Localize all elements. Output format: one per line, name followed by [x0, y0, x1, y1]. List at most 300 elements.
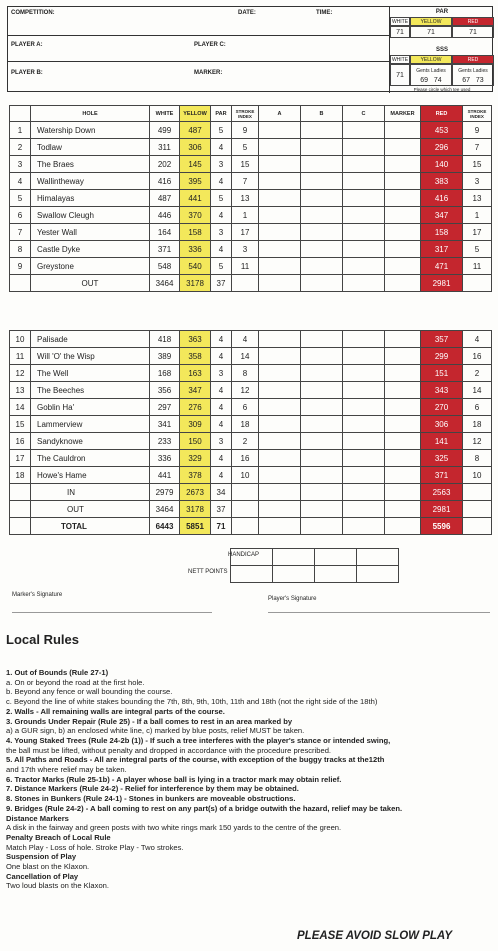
rule-line: 1. Out of Bounds (Rule 27-1)	[6, 668, 109, 677]
yellow-yardage: 487	[180, 122, 211, 139]
red-stroke-index: 1	[463, 207, 492, 224]
white-yardage: 446	[150, 207, 180, 224]
score-a[interactable]	[259, 122, 301, 139]
hole-number: 3	[10, 156, 31, 173]
red-stroke-index: 12	[463, 433, 492, 450]
yellow-yardage: 276	[180, 399, 211, 416]
yellow-yardage: 378	[180, 467, 211, 484]
score-marker[interactable]	[385, 467, 421, 484]
score-a[interactable]	[259, 241, 301, 258]
out2-a[interactable]	[259, 501, 301, 518]
stroke-index: 6	[232, 399, 259, 416]
score-b[interactable]	[301, 224, 343, 241]
score-marker[interactable]	[385, 365, 421, 382]
hole-number: 12	[10, 365, 31, 382]
rule-line: 7. Distance Markers (Rule 24-2) - Relief for interference by them may be obtained.	[6, 784, 299, 794]
score-c[interactable]	[343, 399, 385, 416]
stroke-index: 4	[232, 331, 259, 348]
hole-row	[10, 241, 492, 258]
stroke-index: 8	[232, 365, 259, 382]
hole-name: The Braes	[31, 156, 150, 173]
red-yardage: 453	[421, 122, 463, 139]
red-stroke-index: 2	[463, 365, 492, 382]
hole-number: 7	[10, 224, 31, 241]
score-b[interactable]	[301, 258, 343, 275]
white-yardage: 164	[150, 224, 180, 241]
score-b[interactable]	[301, 331, 343, 348]
score-marker[interactable]	[385, 433, 421, 450]
nett-label: NETT POINTS	[188, 569, 228, 575]
total-red: 5596	[421, 518, 463, 535]
yellow-yardage: 163	[180, 365, 211, 382]
score-a[interactable]	[259, 399, 301, 416]
red-stroke-index: 10	[463, 467, 492, 484]
rule-line: One blast on the Klaxon.	[6, 862, 90, 871]
hole-row	[10, 122, 492, 139]
score-b[interactable]	[301, 348, 343, 365]
score-a[interactable]	[259, 450, 301, 467]
markers-signature-label: Marker's Signature	[12, 592, 63, 598]
score-marker[interactable]	[385, 156, 421, 173]
hole-name: Himalayas	[31, 190, 150, 207]
red-yardage: 317	[421, 241, 463, 258]
red-yardage: 158	[421, 224, 463, 241]
score-b[interactable]	[301, 365, 343, 382]
out2-par: 37	[211, 501, 232, 518]
score-b[interactable]	[301, 139, 343, 156]
in-row	[10, 484, 492, 501]
score-c[interactable]	[343, 450, 385, 467]
white-yardage: 168	[150, 365, 180, 382]
red-stroke-index: 9	[463, 122, 492, 139]
in-c[interactable]	[343, 484, 385, 501]
hole-number: 2	[10, 139, 31, 156]
score-a[interactable]	[259, 348, 301, 365]
score-b[interactable]	[301, 416, 343, 433]
score-b[interactable]	[301, 450, 343, 467]
yellow-yardage: 336	[180, 241, 211, 258]
white-yardage: 297	[150, 399, 180, 416]
score-c[interactable]	[343, 122, 385, 139]
score-c[interactable]	[343, 348, 385, 365]
white-yardage: 499	[150, 122, 180, 139]
score-c[interactable]	[343, 224, 385, 241]
players-signature-label: Player's Signature	[268, 596, 317, 602]
score-a[interactable]	[259, 416, 301, 433]
out2-row	[10, 501, 492, 518]
score-marker[interactable]	[385, 399, 421, 416]
score-a[interactable]	[259, 224, 301, 241]
hole-par: 4	[211, 241, 232, 258]
total-label: TOTAL	[31, 518, 150, 535]
red-yardage: 416	[421, 190, 463, 207]
score-marker[interactable]	[385, 207, 421, 224]
red-yardage: 140	[421, 156, 463, 173]
hole-row	[10, 433, 492, 450]
out-b[interactable]	[301, 275, 343, 292]
white-yardage: 202	[150, 156, 180, 173]
out-red: 2981	[421, 275, 463, 292]
hole-name: The Well	[31, 365, 150, 382]
score-b[interactable]	[301, 382, 343, 399]
sss-yellow-gents-ladies: Gents Ladies	[416, 67, 446, 74]
hole-row	[10, 156, 492, 173]
hole-number: 1	[10, 122, 31, 139]
score-marker[interactable]	[385, 450, 421, 467]
stroke-index: 11	[232, 258, 259, 275]
red-stroke-index: 16	[463, 348, 492, 365]
hole-row	[10, 450, 492, 467]
stroke-index: 9	[232, 122, 259, 139]
rule-line: b. Beyond any fence or wall bounding the course.	[6, 687, 173, 697]
stroke-index: 5	[232, 139, 259, 156]
score-marker[interactable]	[385, 224, 421, 241]
col-a: A	[259, 106, 301, 122]
slow-play-notice: PLEASE AVOID SLOW PLAY	[297, 930, 453, 942]
score-c[interactable]	[343, 190, 385, 207]
hole-number: 9	[10, 258, 31, 275]
hole-par: 3	[211, 365, 232, 382]
score-a[interactable]	[259, 139, 301, 156]
red-stroke-index: 6	[463, 399, 492, 416]
score-marker[interactable]	[385, 348, 421, 365]
stroke-index: 10	[232, 467, 259, 484]
hole-par: 5	[211, 258, 232, 275]
red-yardage: 325	[421, 450, 463, 467]
handicap-c[interactable]	[315, 549, 357, 566]
red-yardage: 383	[421, 173, 463, 190]
hole-par: 4	[211, 207, 232, 224]
red-yardage: 296	[421, 139, 463, 156]
sss-red-box	[452, 64, 494, 86]
score-c[interactable]	[343, 241, 385, 258]
hole-name: Castle Dyke	[31, 241, 150, 258]
in-label: IN	[31, 484, 150, 501]
red-stroke-index: 17	[463, 224, 492, 241]
sss-red-gents-ladies: Gents Ladies	[458, 67, 488, 74]
score-a[interactable]	[259, 433, 301, 450]
out-label: OUT	[31, 275, 150, 292]
score-a[interactable]	[259, 156, 301, 173]
par-yellow-value: 71	[410, 26, 452, 38]
hole-row	[10, 258, 492, 275]
hole-row	[10, 382, 492, 399]
hole-name: Wallintheway	[31, 173, 150, 190]
hole-name: The Beeches	[31, 382, 150, 399]
rule-line: Penalty Breach of Local Rule	[6, 832, 111, 842]
hole-number: 13	[10, 382, 31, 399]
front-nine-table	[9, 105, 492, 292]
col-marker: MARKER	[385, 106, 421, 122]
front-nine-body	[10, 122, 492, 275]
score-b[interactable]	[301, 190, 343, 207]
rule-line: 3. Grounds Under Repair (Rule 25) - If a ball comes to rest in an area marked by	[6, 716, 293, 726]
score-c[interactable]	[343, 433, 385, 450]
hole-number: 4	[10, 173, 31, 190]
stroke-index: 17	[232, 224, 259, 241]
par-col-red: RED	[452, 17, 494, 26]
hole-name: Yester Wall	[31, 224, 150, 241]
score-c[interactable]	[343, 173, 385, 190]
stroke-index: 15	[232, 156, 259, 173]
hole-name: Palisade	[31, 331, 150, 348]
red-stroke-index: 4	[463, 331, 492, 348]
hole-par: 5	[211, 190, 232, 207]
out-a[interactable]	[259, 275, 301, 292]
hole-row	[10, 348, 492, 365]
hole-number: 18	[10, 467, 31, 484]
front-out-row	[10, 275, 492, 292]
nett-c[interactable]	[315, 566, 357, 583]
total-yellow: 5851	[180, 518, 211, 535]
sss-col-yellow: YELLOW	[410, 55, 452, 64]
hole-row	[10, 467, 492, 484]
rule-line: 5. All Paths and Roads - All are integral parts of the course, with exception of the buggy tracks at the12th	[6, 755, 385, 765]
nett-b[interactable]	[273, 566, 315, 583]
score-a[interactable]	[259, 331, 301, 348]
white-yardage: 356	[150, 382, 180, 399]
total-marker[interactable]	[385, 518, 421, 535]
players-signature-line[interactable]	[268, 612, 490, 613]
par-col-yellow: YELLOW	[410, 17, 452, 26]
sss-yellow-box	[410, 64, 452, 86]
stroke-index: 16	[232, 450, 259, 467]
hole-number: 14	[10, 399, 31, 416]
player-b-label: PLAYER B:	[11, 70, 43, 76]
sss-label: SSS	[435, 47, 448, 53]
hole-name: The Cauldron	[31, 450, 150, 467]
yellow-yardage: 370	[180, 207, 211, 224]
hole-number: 11	[10, 348, 31, 365]
red-yardage: 357	[421, 331, 463, 348]
hole-number: 17	[10, 450, 31, 467]
in-a[interactable]	[259, 484, 301, 501]
yellow-yardage: 309	[180, 416, 211, 433]
red-stroke-index: 3	[463, 173, 492, 190]
score-a[interactable]	[259, 173, 301, 190]
out2-label: OUT	[31, 501, 150, 518]
score-b[interactable]	[301, 241, 343, 258]
red-yardage: 270	[421, 399, 463, 416]
player-a-label: PLAYER A:	[11, 42, 43, 48]
rule-line: and 17th where relief may be taken.	[6, 765, 127, 774]
handicap-marker[interactable]	[357, 549, 399, 566]
score-c[interactable]	[343, 156, 385, 173]
white-yardage: 389	[150, 348, 180, 365]
score-c[interactable]	[343, 139, 385, 156]
red-yardage: 151	[421, 365, 463, 382]
score-marker[interactable]	[385, 416, 421, 433]
hole-name: Goblin Ha'	[31, 399, 150, 416]
score-a[interactable]	[259, 190, 301, 207]
score-c[interactable]	[343, 258, 385, 275]
score-a[interactable]	[259, 207, 301, 224]
score-c[interactable]	[343, 331, 385, 348]
score-a[interactable]	[259, 365, 301, 382]
hole-par: 5	[211, 122, 232, 139]
red-stroke-index: 8	[463, 450, 492, 467]
score-marker[interactable]	[385, 122, 421, 139]
col-hole: HOLE	[31, 106, 150, 122]
white-yardage: 487	[150, 190, 180, 207]
hole-number: 16	[10, 433, 31, 450]
stroke-index: 13	[232, 190, 259, 207]
rule-line: a. On or beyond the road at the first hole.	[6, 677, 145, 687]
hole-number: 5	[10, 190, 31, 207]
white-yardage: 341	[150, 416, 180, 433]
rule-line: c. Beyond the line of white stakes bounding the 7th, 8th, 9th, 10th, 11th and 18th (not the right side of the 18th)	[6, 697, 378, 707]
hole-name: Swallow Cleugh	[31, 207, 150, 224]
total-a[interactable]	[259, 518, 301, 535]
red-yardage: 306	[421, 416, 463, 433]
hole-row	[10, 399, 492, 416]
score-b[interactable]	[301, 433, 343, 450]
hole-par: 4	[211, 416, 232, 433]
white-yardage: 418	[150, 331, 180, 348]
yellow-yardage: 540	[180, 258, 211, 275]
yellow-yardage: 395	[180, 173, 211, 190]
col-b: B	[301, 106, 343, 122]
in-yellow: 2673	[180, 484, 211, 501]
white-yardage: 233	[150, 433, 180, 450]
hole-number: 8	[10, 241, 31, 258]
out-marker[interactable]	[385, 275, 421, 292]
red-yardage: 347	[421, 207, 463, 224]
rule-line: a) a GUR sign, b) an enclosed white line, c) marked by blue posts, relief MUST be taken.	[6, 726, 305, 736]
nett-row	[231, 566, 399, 583]
yellow-yardage: 145	[180, 156, 211, 173]
stroke-index: 2	[232, 433, 259, 450]
score-a[interactable]	[259, 382, 301, 399]
sss-yellow-values: 69 74	[420, 76, 442, 84]
score-marker[interactable]	[385, 331, 421, 348]
red-yardage: 299	[421, 348, 463, 365]
total-c[interactable]	[343, 518, 385, 535]
col-yellow: YELLOW	[180, 106, 211, 122]
col-red: RED	[421, 106, 463, 122]
stroke-index: 3	[232, 241, 259, 258]
score-marker[interactable]	[385, 382, 421, 399]
score-marker[interactable]	[385, 258, 421, 275]
total-par: 71	[211, 518, 232, 535]
hole-par: 4	[211, 467, 232, 484]
par-col-white: WHITE	[391, 18, 409, 25]
col-white: WHITE	[150, 106, 180, 122]
rule-line: 2. Walls - All remaining walls are integral parts of the course.	[6, 706, 225, 716]
hole-name: Todlaw	[31, 139, 150, 156]
hole-row	[10, 224, 492, 241]
col-c: C	[343, 106, 385, 122]
total-b[interactable]	[301, 518, 343, 535]
hole-par: 4	[211, 348, 232, 365]
rule-line: 4. Young Staked Trees (Rule 24-2b (1)) - If such a tree interferes with the player's stance or intended swing,	[6, 735, 391, 745]
rule-line: the ball must be lifted, without penalty and dropped in accordance with the procedure prescribed.	[6, 745, 332, 755]
out2-marker[interactable]	[385, 501, 421, 518]
score-c[interactable]	[343, 467, 385, 484]
col-red-stroke-index: STROKE INDEX	[463, 106, 492, 122]
total-white: 6443	[150, 518, 180, 535]
score-b[interactable]	[301, 207, 343, 224]
score-b[interactable]	[301, 156, 343, 173]
hole-row	[10, 173, 492, 190]
hole-number: 10	[10, 331, 31, 348]
score-c[interactable]	[343, 207, 385, 224]
yellow-yardage: 329	[180, 450, 211, 467]
rule-line: Match Play - Loss of hole. Stroke Play - Two strokes.	[6, 842, 184, 852]
out-red-si	[463, 275, 492, 292]
stroke-index: 12	[232, 382, 259, 399]
hole-par: 4	[211, 399, 232, 416]
red-stroke-index: 13	[463, 190, 492, 207]
score-b[interactable]	[301, 467, 343, 484]
score-marker[interactable]	[385, 173, 421, 190]
out2-b[interactable]	[301, 501, 343, 518]
score-b[interactable]	[301, 399, 343, 416]
rule-line: A disk in the fairway and green posts with two white rings mark 150 yards to the centre of the green.	[6, 823, 342, 833]
stroke-index: 7	[232, 173, 259, 190]
out-yellow: 3178	[180, 275, 211, 292]
out2-yellow: 3178	[180, 501, 211, 518]
handicap-b[interactable]	[273, 549, 315, 566]
in-par: 34	[211, 484, 232, 501]
out-c[interactable]	[343, 275, 385, 292]
par-label: PAR	[435, 9, 449, 15]
out-empty	[10, 275, 31, 292]
red-stroke-index: 18	[463, 416, 492, 433]
in-b[interactable]	[301, 484, 343, 501]
score-c[interactable]	[343, 416, 385, 433]
col-hole-no	[10, 106, 31, 122]
score-marker[interactable]	[385, 241, 421, 258]
yellow-yardage: 358	[180, 348, 211, 365]
score-b[interactable]	[301, 122, 343, 139]
par-sss-panel	[390, 7, 494, 93]
in-red: 2563	[421, 484, 463, 501]
score-c[interactable]	[343, 365, 385, 382]
rule-line: Cancellation of Play	[6, 871, 79, 881]
hole-par: 3	[211, 156, 232, 173]
col-par: PAR	[211, 106, 232, 122]
nett-marker[interactable]	[357, 566, 399, 583]
stroke-index: 14	[232, 348, 259, 365]
nett-a[interactable]	[231, 566, 273, 583]
red-yardage: 371	[421, 467, 463, 484]
yellow-yardage: 158	[180, 224, 211, 241]
stroke-index: 1	[232, 207, 259, 224]
hole-name: Will 'O' the Wisp	[31, 348, 150, 365]
sss-col-white: WHITE	[391, 56, 409, 63]
score-marker[interactable]	[385, 139, 421, 156]
white-yardage: 441	[150, 467, 180, 484]
score-a[interactable]	[259, 467, 301, 484]
score-b[interactable]	[301, 173, 343, 190]
out2-c[interactable]	[343, 501, 385, 518]
stroke-index: 18	[232, 416, 259, 433]
circle-note: Please circle which tee used	[413, 87, 471, 92]
red-stroke-index: 14	[463, 382, 492, 399]
competition-label: COMPETITION:	[11, 10, 55, 16]
white-yardage: 548	[150, 258, 180, 275]
sss-col-red: RED	[452, 55, 494, 64]
rule-line: 9. Bridges (Rule 24-2) - A ball coming to rest on any part(s) of a bridge outwith the hazard, relief may be taken.	[6, 803, 403, 813]
back-nine-body	[10, 331, 492, 484]
score-a[interactable]	[259, 258, 301, 275]
yellow-yardage: 306	[180, 139, 211, 156]
score-marker[interactable]	[385, 190, 421, 207]
in-marker[interactable]	[385, 484, 421, 501]
score-c[interactable]	[343, 382, 385, 399]
markers-signature-line[interactable]	[12, 612, 212, 613]
